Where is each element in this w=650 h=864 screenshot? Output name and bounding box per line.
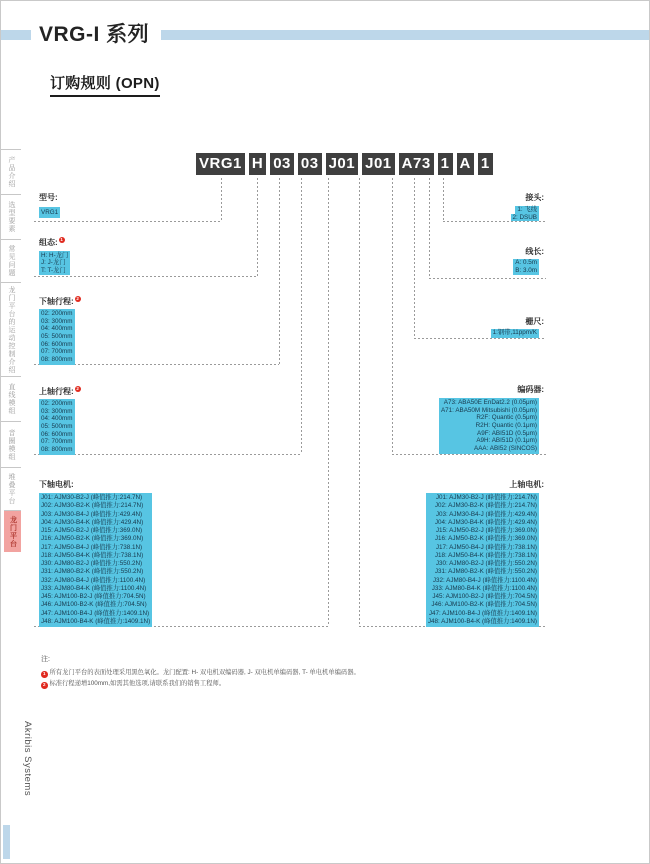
- option-item: J46: AJM100-B2-K (峰值推力:704.5N): [431, 601, 537, 609]
- section-scale-options: [491, 329, 539, 338]
- sidebar-tab-1[interactable]: 产品介绍: [1, 149, 21, 194]
- section-config-label: [39, 237, 65, 248]
- option-item: 06: 600mm: [41, 430, 73, 438]
- part-segment: 1: [478, 153, 493, 175]
- note-number-badge: 2: [42, 682, 46, 687]
- option-item: J48: AJM100-B4-K (峰值推力:1409.1N): [427, 617, 537, 625]
- section-upper-motor-options: [426, 493, 539, 627]
- option-item: A73: ABA50E EnDat2.2 (0.05μm): [443, 399, 537, 406]
- section-label-text: 组态:: [39, 238, 58, 247]
- option-item: R2F: Quantic (0.5μm): [476, 414, 537, 422]
- option-item: 05: 500mm: [41, 333, 73, 341]
- option-item: J15: AJM50-B2-J (峰值推力:369.0N): [41, 527, 143, 534]
- option-item: VRG1: [41, 209, 59, 216]
- footer-accent-bar: [3, 825, 10, 859]
- header-accent-bar-left: [1, 30, 31, 40]
- option-item: J18: AJM50-B4-K (峰值推力:738.1N): [434, 551, 537, 559]
- connector-line-vertical: [221, 178, 222, 221]
- option-item: J33: AJM80-B4-K (峰值推力:1100.4N): [41, 584, 147, 592]
- part-segment: A73: [399, 153, 434, 175]
- note-ref-badge: 2: [76, 386, 79, 391]
- section-encoder-options: [439, 398, 539, 454]
- option-item: J32: AJM80-B4-J (峰值推力:1100.4N): [41, 576, 146, 584]
- option-item: 02: 200mm: [41, 310, 73, 317]
- section-model-options: [39, 207, 60, 218]
- option-item: 03: 300mm: [41, 317, 73, 325]
- option-item: J31: AJM80-B2-K (峰值推力:550.2N): [434, 568, 537, 576]
- option-item: J02: AJM30-B2-K (峰值推力:214.7N): [434, 502, 537, 510]
- page-subtitle: 订购规则 (OPN): [50, 72, 160, 97]
- option-item: J32: AJM80-B4-J (峰值推力:1100.4N): [432, 576, 537, 584]
- option-item: J03: AJM30-B4-J (峰值推力:429.4N): [435, 510, 537, 518]
- option-item: 1:钢带,11ppm/K: [492, 329, 537, 336]
- option-item: A9F: ABI51D (0.5μm): [477, 429, 537, 437]
- option-item: J33: AJM80-B4-K (峰值推力:1100.4N): [431, 584, 537, 592]
- part-segment: 03: [298, 153, 322, 175]
- option-item: J31: AJM80-B2-K (峰值推力:550.2N): [41, 568, 144, 576]
- brand-vertical-text: Akribis Systems: [22, 721, 33, 797]
- connector-line-horizontal: [414, 338, 546, 339]
- notes-list: [41, 667, 360, 689]
- part-segment: VRG1: [196, 153, 245, 175]
- part-segment: J01: [362, 153, 395, 175]
- connector-line-vertical: [429, 178, 430, 278]
- option-item: AAA: ABI52 (SINCOS): [474, 445, 537, 453]
- section-lower-stroke-options: [39, 309, 75, 365]
- option-item: A9H: ABI51D (0.1μm): [476, 437, 537, 445]
- option-item: J47: AJM100-B4-J (峰值推力:1409.1N): [428, 609, 537, 617]
- note-number-badge: 1: [42, 671, 46, 676]
- section-config-options: [39, 251, 70, 275]
- sidebar-tab-7[interactable]: 堆叠平台: [1, 467, 21, 510]
- section-upper-stroke-label: [39, 386, 81, 397]
- notes-block: [41, 654, 360, 689]
- option-item: R2H: Quantic (0.1μm): [475, 422, 537, 430]
- sidebar-tab-5[interactable]: 直线模组: [1, 376, 21, 421]
- section-label-text: 下轴电机:: [39, 480, 74, 489]
- section-cable-label: [525, 246, 544, 257]
- option-item: J30: AJM80-B2-J (峰值推力:550.2N): [41, 560, 143, 567]
- option-item: 08: 800mm: [41, 446, 73, 454]
- connector-line-vertical: [301, 178, 302, 454]
- section-model-label: [39, 192, 58, 203]
- section-connector-options: [511, 206, 540, 221]
- note-line: [41, 678, 360, 689]
- option-item: A71: ABA50M Mitsubishi (0.05μm): [440, 406, 537, 414]
- sidebar-tabs: [1, 149, 21, 552]
- section-cable-options: [513, 259, 539, 275]
- connector-line-horizontal: [34, 276, 257, 277]
- option-item: 04: 400mm: [41, 325, 73, 333]
- option-item: J01: AJM30-B2-J (峰值推力:214.7N): [41, 494, 143, 501]
- option-item: 05: 500mm: [41, 423, 73, 431]
- part-segment: A: [457, 153, 474, 175]
- section-label-text: 下轴行程:: [39, 297, 74, 306]
- sidebar-tab-2[interactable]: 选型要素: [1, 194, 21, 239]
- connector-line-vertical: [359, 178, 360, 626]
- part-segment: J01: [326, 153, 359, 175]
- connector-line-vertical: [328, 178, 329, 626]
- connector-line-horizontal: [429, 278, 546, 279]
- connector-line-vertical: [443, 178, 444, 221]
- option-item: J18: AJM50-B4-K (峰值推力:738.1N): [41, 551, 144, 559]
- sidebar-tab-3[interactable]: 常见问题: [1, 239, 21, 282]
- connector-line-vertical: [392, 178, 393, 454]
- section-label-text: 上轴行程:: [39, 387, 74, 396]
- part-segment: 03: [270, 153, 294, 175]
- section-label-text: 栅尺:: [525, 317, 544, 326]
- option-item: J16: AJM50-B2-K (峰值推力:369.0N): [41, 535, 144, 543]
- option-item: J17: AJM50-B4-J (峰值推力:738.1N): [41, 543, 143, 551]
- section-lower-motor-label: [39, 479, 74, 490]
- option-item: J04: AJM30-B4-K (峰值推力:429.4N): [434, 518, 537, 526]
- connector-line-vertical: [257, 178, 258, 276]
- connector-line-horizontal: [34, 221, 221, 222]
- option-item: J02: AJM30-B2-K (峰值推力:214.7N): [41, 502, 144, 510]
- section-encoder-label: [517, 384, 544, 395]
- section-lower-stroke-label: [39, 296, 81, 307]
- section-connector-label: [525, 192, 544, 203]
- section-label-text: 编码器:: [517, 385, 544, 394]
- section-label-text: 上轴电机:: [509, 480, 544, 489]
- option-item: 2: DSUB: [512, 213, 537, 221]
- option-item: 02: 200mm: [41, 400, 73, 407]
- header-accent-bar-right: [161, 30, 649, 40]
- option-item: J45: AJM100-B2-J (峰值推力:704.5N): [41, 593, 146, 600]
- section-upper-stroke-options: [39, 399, 75, 455]
- section-upper-motor-label: [509, 479, 544, 490]
- option-item: 03: 300mm: [41, 407, 73, 415]
- option-item: J: J-龙门: [41, 259, 66, 267]
- option-item: J17: AJM50-B4-J (峰值推力:738.1N): [435, 543, 537, 551]
- page-title: VRG-I 系列: [39, 23, 150, 46]
- option-item: B: 3.0m: [515, 267, 537, 274]
- connector-line-vertical: [279, 178, 280, 364]
- option-item: 1: 飞线: [517, 206, 537, 213]
- option-item: J30: AJM80-B2-J (峰值推力:550.2N): [435, 560, 537, 567]
- part-segment: H: [249, 153, 266, 175]
- sidebar-tab-6[interactable]: 音圈模组: [1, 421, 21, 467]
- option-item: T: T-龙门: [41, 266, 66, 274]
- option-item: J48: AJM100-B4-K (峰值推力:1409.1N): [41, 617, 151, 625]
- option-item: 04: 400mm: [41, 415, 73, 423]
- option-item: J15: AJM50-B2-J (峰值推力:369.0N): [435, 527, 537, 534]
- option-item: J45: AJM100-B2-J (峰值推力:704.5N): [432, 593, 537, 600]
- notes-heading: 注:: [41, 656, 50, 663]
- sidebar-tab-4[interactable]: 龙门平台的运动控制介绍: [1, 282, 21, 376]
- part-segment: 1: [438, 153, 453, 175]
- option-item: J46: AJM100-B2-K (峰值推力:704.5N): [41, 601, 147, 609]
- option-item: H: H-龙门: [41, 252, 69, 259]
- note-line: [41, 667, 360, 678]
- section-lower-motor-options: [39, 493, 152, 627]
- connector-line-vertical: [414, 178, 415, 338]
- option-item: A: 0.5m: [515, 259, 537, 266]
- option-item: 07: 700mm: [41, 438, 73, 446]
- note-text: 标准行程递增100mm,如需其他选项,请联系我们的销售工程师。: [49, 680, 226, 687]
- part-number-row: [196, 153, 493, 175]
- option-item: J16: AJM50-B2-K (峰值推力:369.0N): [434, 535, 537, 543]
- section-label-text: 线长:: [525, 247, 544, 256]
- note-ref-badge: 2: [76, 296, 79, 301]
- option-item: 08: 800mm: [41, 356, 73, 364]
- option-item: 07: 700mm: [41, 348, 73, 356]
- option-item: J47: AJM100-B4-J (峰值推力:1409.1N): [41, 609, 150, 617]
- sidebar-tab-8[interactable]: 龙门平台: [4, 510, 21, 552]
- option-item: J04: AJM30-B4-K (峰值推力:429.4N): [41, 518, 144, 526]
- section-label-text: 接头:: [525, 193, 544, 202]
- section-label-text: 型号:: [39, 193, 58, 202]
- note-text: 所有龙门平台的表面处理采用黑色氧化。龙门配置: H- 双电机双编码器, J- 双电机单编码器, T- 单电机单编码器。: [49, 669, 360, 676]
- note-ref-badge: 1: [60, 237, 63, 242]
- section-scale-label: [525, 316, 544, 327]
- option-item: 06: 600mm: [41, 340, 73, 348]
- option-item: J03: AJM30-B4-J (峰值推力:429.4N): [41, 510, 143, 518]
- option-item: J01: AJM30-B2-J (峰值推力:214.7N): [435, 494, 537, 501]
- connector-line-horizontal: [392, 454, 546, 455]
